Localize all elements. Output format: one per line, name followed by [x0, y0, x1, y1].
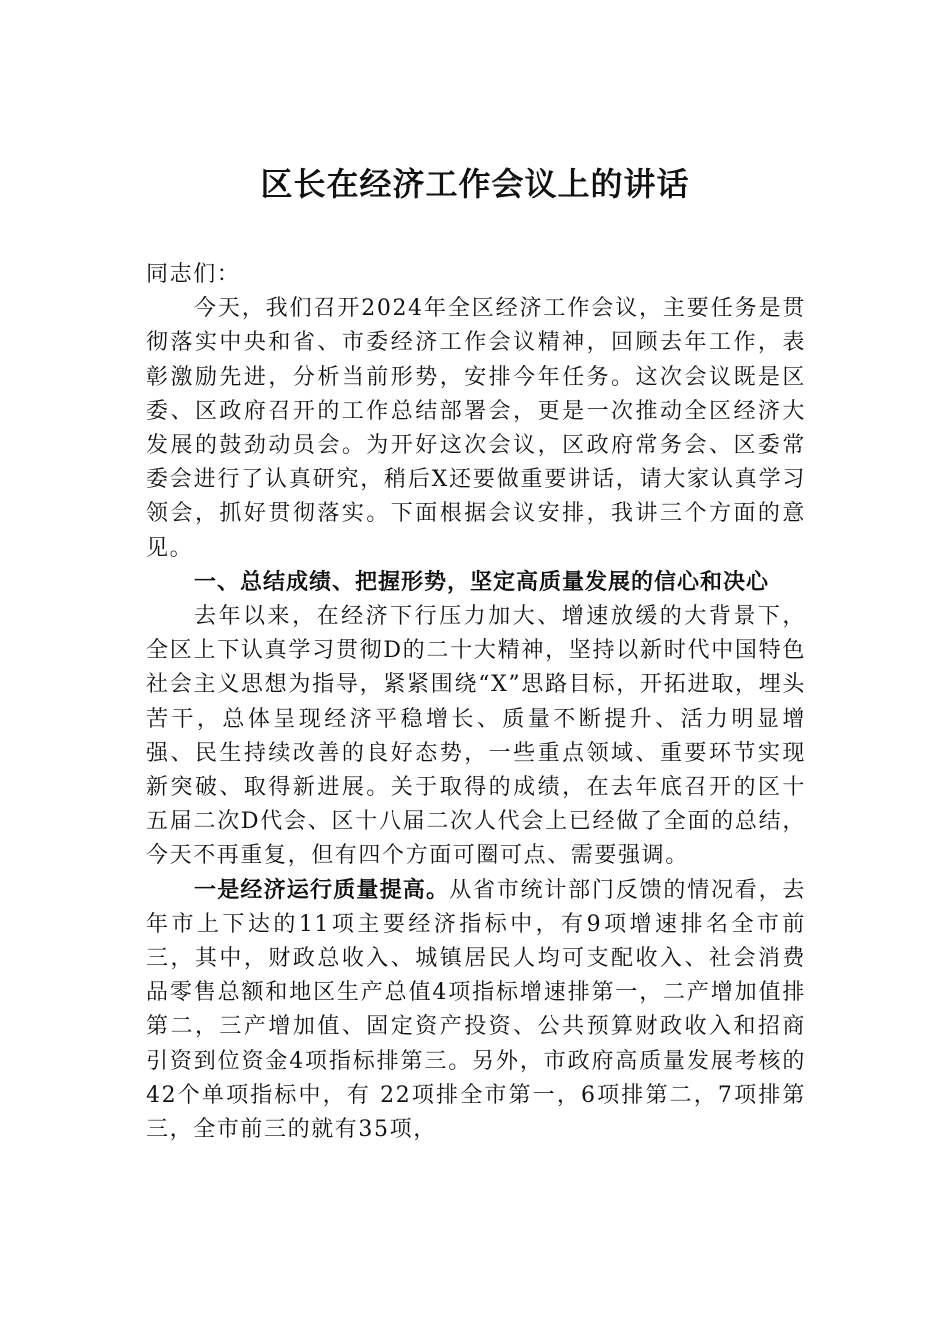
section-heading-1: 一、总结成绩、把握形势，坚定高质量发展的信心和决心	[194, 569, 770, 595]
paragraph-intro: 今天，我们召开2024年全区经济工作会议，主要任务是贯彻落实中央和省、市委经济工作会议精神，回顾去年工作，表彰激励先进，分析当前形势，安排今年任务。这次会议既是区委、区政府召开的工作总结部署会，更是一次推动全区经济大发展的鼓劲动员会。为开好这次会议，区政府常务会、区委常委会进行了认真研究，稍后X还要做重要讲话，请大家认真学习领会，抓好贯彻落实。下面根据会议安排，我讲三个方面的意见。	[146, 296, 806, 561]
paragraph-review: 去年以来，在经济下行压力加大、增速放缓的大背景下，全区上下认真学习贯彻D的二十大精神，坚持以新时代中国特色社会主义思想为指导，紧紧围绕“X”思路目标，开拓进取，埋头苦干，总体呈现经济平稳增长、质量不断提升、活力明显增强、民生持续改善的良好态势，一些重点领域、重要环节实现新突破、取得新进展。关于取得的成绩，在去年底召开的区十五届二次D代会、区十八届二次人代会上已经做了全面的总结，今天不再重复，但有四个方面可圈可点、需要强调。	[146, 604, 806, 869]
point-1-text: 从省市统计部门反馈的情况看，去年市上下达的11项主要经济指标中，有9项增速排名全市前三，其中，财政总收入、城镇居民人均可支配收入、社会消费品零售总额和地区生产总值4项指标增速排第一，二产增加值排第二，三产增加值、固定资产投资、公共预算财政收入和招商引资到位资金4项指标排第三。另外，市政府高质量发展考核的42个单项指标中，有 22项排全市第一，6项排第二，7项排第三，全市前三的就有35项，	[146, 877, 806, 1143]
document-title: 区长在经济工作会议上的讲话	[260, 165, 690, 203]
point-1-lead: 一是经济运行质量提高。	[194, 877, 450, 903]
salutation: 同志们：	[146, 262, 241, 287]
paragraph-point-1	[146, 874, 806, 1148]
document-body	[146, 258, 806, 1147]
